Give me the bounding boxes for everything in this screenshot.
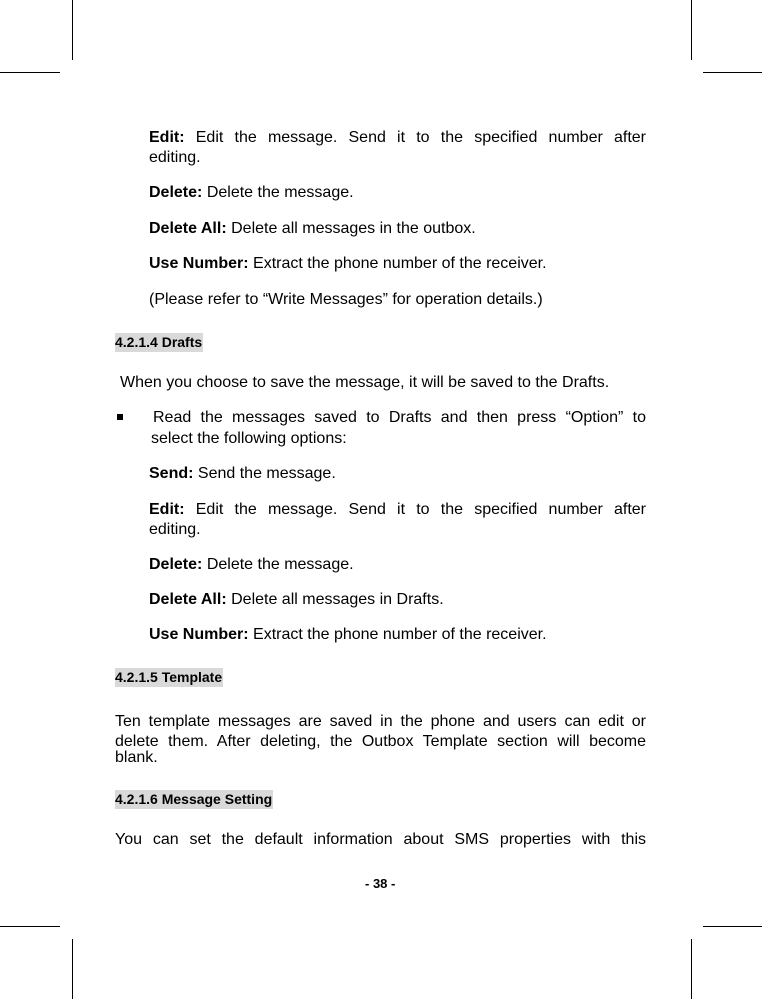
option-term: Delete: <box>149 556 203 573</box>
crop-mark <box>691 0 692 60</box>
crop-mark <box>703 926 762 927</box>
option-term: Edit: <box>149 501 185 518</box>
template-paragraph-line: Ten template messages are saved in the phone and users can edit or <box>115 713 646 730</box>
option-send <box>149 463 336 485</box>
crop-mark <box>72 0 73 60</box>
option-edit <box>149 499 646 521</box>
option-description: Send the message. <box>197 465 336 482</box>
option-edit <box>149 127 646 149</box>
option-description: Delete the message. <box>206 184 354 201</box>
option-edit-continued: editing. <box>149 521 201 538</box>
option-term: Delete All: <box>149 220 227 237</box>
crop-mark <box>691 939 692 999</box>
option-term: Use Number: <box>149 626 249 643</box>
drafts-bullet-text: Read the messages saved to Drafts and then press “Option” to <box>153 409 646 426</box>
option-description: Edit the message. Send it to the specified number after <box>195 129 646 146</box>
option-description: Edit the message. Send it to the specified number after <box>195 501 646 518</box>
option-edit-continued: editing. <box>149 149 201 166</box>
option-description: Extract the phone number of the receiver. <box>253 626 547 643</box>
template-paragraph-line: blank. <box>115 749 158 766</box>
bullet-icon <box>117 414 123 420</box>
option-term: Edit: <box>149 129 185 146</box>
page-number: - 38 - <box>365 876 396 891</box>
option-delete <box>149 182 354 204</box>
option-delete-all <box>149 218 476 240</box>
option-use-number <box>149 253 547 275</box>
section-heading-template: 4.2.1.5 Template <box>115 669 223 685</box>
option-delete <box>149 554 354 576</box>
option-description: Delete all messages in Drafts. <box>231 591 444 608</box>
option-term: Use Number: <box>149 255 249 272</box>
option-term: Delete All: <box>149 591 227 608</box>
message-setting-paragraph-line: You can set the default information about SMS properties with this <box>115 831 646 848</box>
option-term: Send: <box>149 465 194 482</box>
option-description: Delete the message. <box>206 556 354 573</box>
option-description: Extract the phone number of the receiver. <box>253 255 547 272</box>
option-term: Delete: <box>149 184 203 201</box>
section-heading-drafts: 4.2.1.4 Drafts <box>115 334 203 350</box>
option-description: Delete all messages in the outbox. <box>231 220 476 237</box>
section-heading-message-setting: 4.2.1.6 Message Setting <box>115 791 273 807</box>
drafts-intro: When you choose to save the message, it will be saved to the Drafts. <box>120 374 610 391</box>
drafts-bullet-text-continued: select the following options: <box>151 430 347 447</box>
crop-mark <box>0 72 60 73</box>
crop-mark <box>703 72 762 73</box>
crop-mark <box>0 926 60 927</box>
option-delete-all <box>149 589 444 611</box>
crop-mark <box>72 939 73 999</box>
option-use-number <box>149 624 547 646</box>
template-paragraph-line: delete them. After deleting, the Outbox Template section will become <box>115 733 646 750</box>
operation-note: (Please refer to “Write Messages” for operation details.) <box>149 291 543 308</box>
